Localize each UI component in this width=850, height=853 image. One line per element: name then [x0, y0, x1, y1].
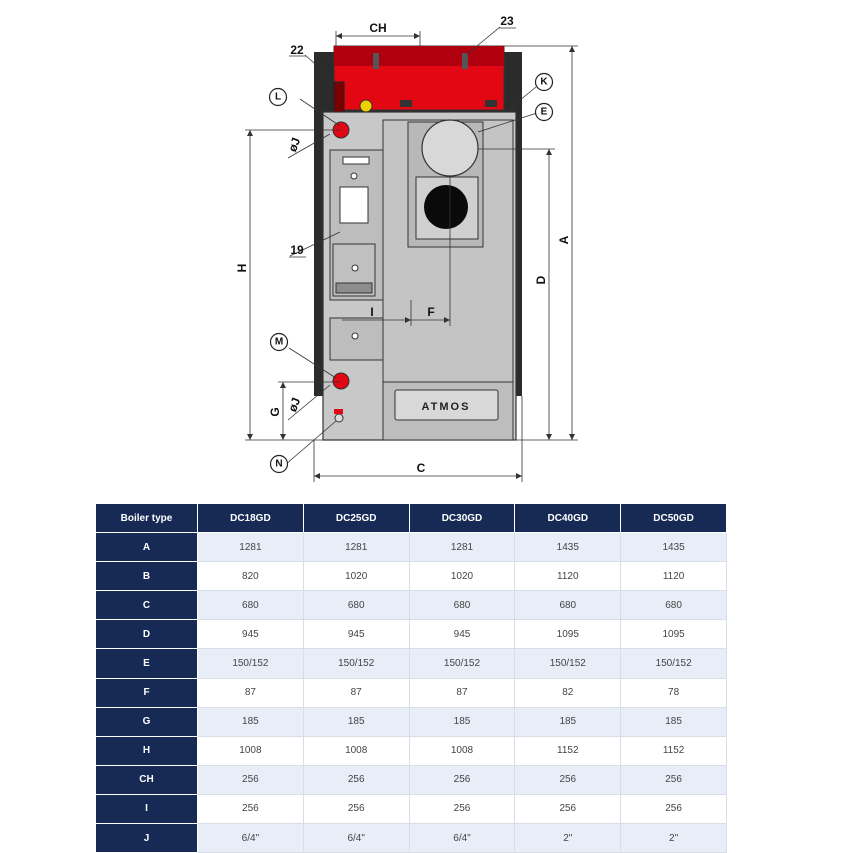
table-cell: 2": [621, 824, 727, 853]
row-label: E: [96, 649, 198, 678]
table-cell: 256: [621, 794, 727, 823]
table-cell: 256: [515, 794, 621, 823]
svg-text:M: M: [274, 336, 284, 348]
panel-thermometer: [351, 173, 357, 179]
table-row: [96, 533, 727, 562]
table-cell: 256: [198, 794, 304, 823]
label-ch: CH: [369, 21, 387, 35]
svg-text:K: K: [540, 76, 548, 88]
flue-outlet: [422, 120, 478, 176]
table-row: [96, 736, 727, 765]
table-cell: 945: [303, 620, 409, 649]
table-cell: 150/152: [198, 649, 304, 678]
table-cell: 1281: [303, 533, 409, 562]
row-label: G: [96, 707, 198, 736]
table-cell: 1435: [515, 533, 621, 562]
row-label: J: [96, 824, 198, 853]
label-f: F: [427, 305, 435, 319]
header-boiler-type: Boiler type: [96, 504, 198, 533]
label-a: A: [557, 235, 571, 245]
table-cell: 820: [198, 562, 304, 591]
table-cell: 1095: [515, 620, 621, 649]
table-cell: 87: [409, 678, 515, 707]
table-cell: 1020: [409, 562, 515, 591]
label-d: D: [534, 275, 548, 285]
table-row: [96, 765, 727, 794]
table-cell: 680: [198, 591, 304, 620]
top-fitting-right: [462, 53, 468, 69]
table-cell: 1020: [303, 562, 409, 591]
drain-n: [335, 414, 343, 422]
table-cell: 1435: [621, 533, 727, 562]
header-col: DC18GD: [198, 504, 304, 533]
table-cell: 256: [303, 765, 409, 794]
cover-knob-left: [400, 100, 412, 107]
table-cell: 150/152: [621, 649, 727, 678]
drain-red: [334, 409, 343, 414]
label-h: H: [235, 263, 249, 273]
table-cell: 1152: [515, 736, 621, 765]
callout-l: [270, 89, 287, 106]
table-cell: 680: [515, 591, 621, 620]
table-cell: 87: [303, 678, 409, 707]
table-cell: 150/152: [303, 649, 409, 678]
panel-display: [340, 187, 368, 223]
table-row: [96, 562, 727, 591]
label-g: G: [268, 407, 282, 417]
header-col: DC30GD: [409, 504, 515, 533]
spec-table: [95, 503, 727, 853]
header-col: DC25GD: [303, 504, 409, 533]
label-c: C: [416, 461, 426, 475]
part-19: 19: [290, 243, 304, 257]
table-cell: 185: [409, 707, 515, 736]
table-cell: 82: [515, 678, 621, 707]
callout-m: [271, 334, 288, 351]
callout-k: [536, 74, 553, 91]
table-cell: 78: [621, 678, 727, 707]
table-cell: 185: [621, 707, 727, 736]
table-cell: 185: [303, 707, 409, 736]
table-cell: 680: [621, 591, 727, 620]
table-cell: 945: [409, 620, 515, 649]
table-cell: 1095: [621, 620, 727, 649]
table-cell: 680: [303, 591, 409, 620]
table-cell: 680: [409, 591, 515, 620]
table-cell: 6/4": [409, 824, 515, 853]
table-cell: 256: [621, 765, 727, 794]
row-label: C: [96, 591, 198, 620]
table-cell: 1008: [198, 736, 304, 765]
table-cell: 1008: [303, 736, 409, 765]
panel-switch: [352, 265, 358, 271]
callout-n: [271, 456, 288, 473]
callout-e: [536, 104, 553, 121]
table-cell: 256: [409, 765, 515, 794]
label-i: I: [370, 305, 374, 319]
part-22: 22: [290, 43, 304, 57]
table-cell: 1120: [515, 562, 621, 591]
svg-text:L: L: [274, 91, 282, 103]
row-label: F: [96, 678, 198, 707]
table-cell: 185: [515, 707, 621, 736]
table-cell: 1008: [409, 736, 515, 765]
row-label: H: [96, 736, 198, 765]
header-col: DC50GD: [621, 504, 727, 533]
fan-opening: [424, 185, 468, 229]
table-cell: 6/4": [198, 824, 304, 853]
table-row: [96, 824, 727, 853]
table-row: [96, 678, 727, 707]
table-cell: 185: [198, 707, 304, 736]
table-cell: 256: [303, 794, 409, 823]
cover-knob-right: [485, 100, 497, 107]
yellow-valve: [360, 100, 372, 112]
brand-text: ATMOS: [421, 401, 471, 413]
table-cell: 256: [515, 765, 621, 794]
top-cover-shade: [334, 46, 504, 66]
table-cell: 945: [198, 620, 304, 649]
table-row: [96, 591, 727, 620]
table-row: [96, 620, 727, 649]
table-cell: 1120: [621, 562, 727, 591]
svg-text:E: E: [540, 106, 548, 118]
row-label: I: [96, 794, 198, 823]
label-j-bottom: øJ: [285, 395, 304, 414]
part-23: 23: [500, 14, 514, 28]
row-label: A: [96, 533, 198, 562]
connection-m: [333, 373, 349, 389]
table-cell: 87: [198, 678, 304, 707]
label-j-top: øJ: [285, 135, 304, 154]
row-label: B: [96, 562, 198, 591]
table-cell: 256: [409, 794, 515, 823]
table-cell: 256: [198, 765, 304, 794]
valve-22: [334, 82, 344, 112]
panel-label: [343, 157, 369, 164]
header-col: DC40GD: [515, 504, 621, 533]
table-row: [96, 649, 727, 678]
spec-table-header: [96, 504, 727, 533]
table-row: [96, 794, 727, 823]
row-label: D: [96, 620, 198, 649]
fan-grille: [336, 283, 372, 293]
row-label: CH: [96, 765, 198, 794]
svg-text:N: N: [275, 458, 283, 470]
ash-door-knob: [352, 333, 358, 339]
table-cell: 6/4": [303, 824, 409, 853]
table-cell: 1152: [621, 736, 727, 765]
table-cell: 1281: [198, 533, 304, 562]
table-cell: 1281: [409, 533, 515, 562]
top-fitting-left: [373, 53, 379, 69]
table-cell: 2": [515, 824, 621, 853]
table-row: [96, 707, 727, 736]
table-cell: 150/152: [515, 649, 621, 678]
table-cell: 150/152: [409, 649, 515, 678]
